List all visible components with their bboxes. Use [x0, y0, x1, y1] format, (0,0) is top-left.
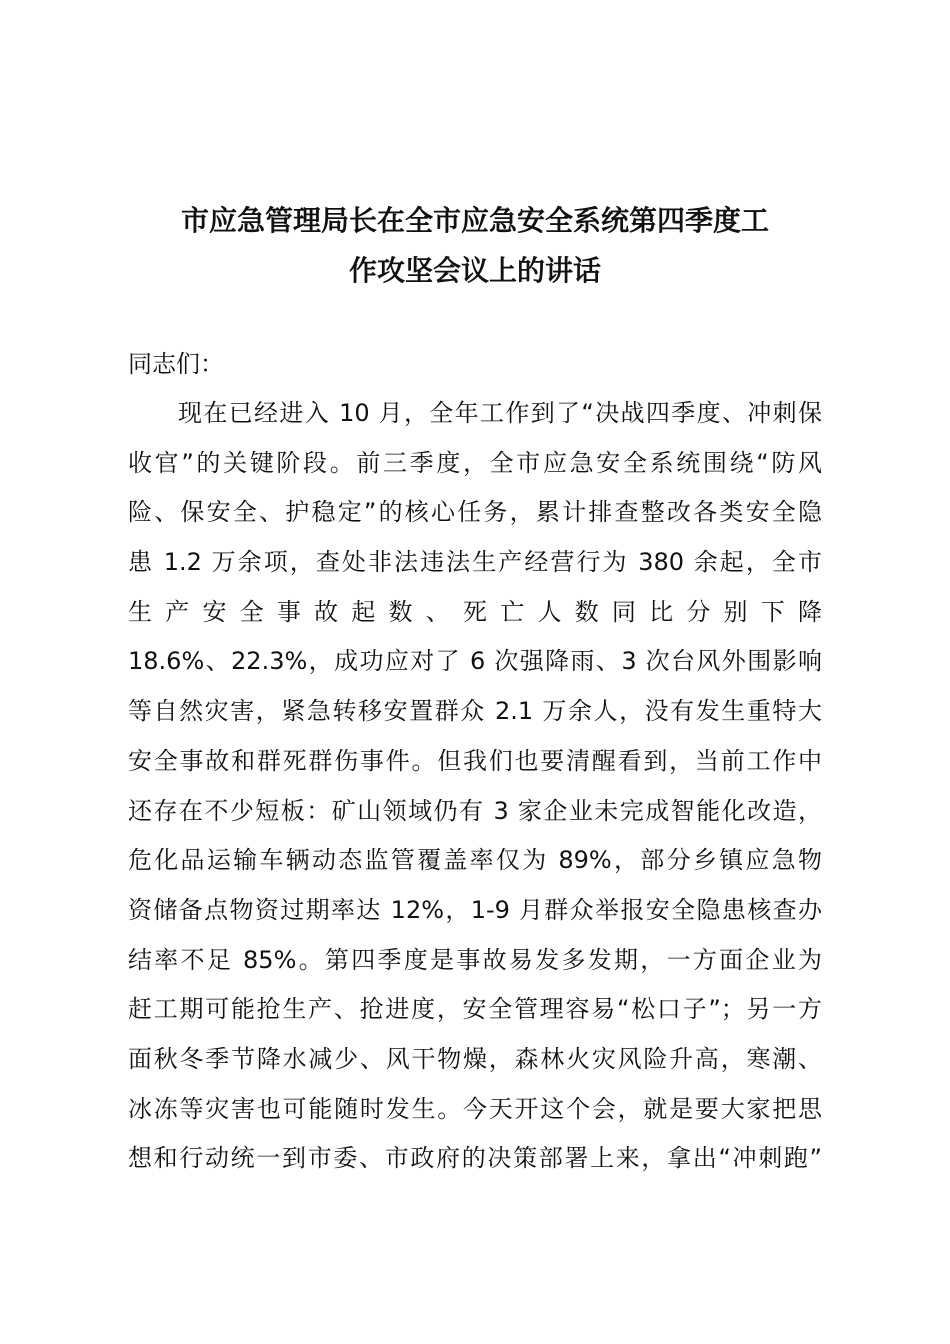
- title-line: 市应急管理局长在全市应急安全系统第四季度工: [180, 204, 769, 237]
- paragraph-line: 想和行动统一到市委、市政府的决策部署上来，拿出“冲刺跑”: [128, 1144, 822, 1173]
- paragraph-line: 赶工期可能抢生产、抢进度，安全管理容易“松口子”；另一方: [128, 995, 822, 1024]
- paragraph-line: 收官”的关键阶段。前三季度，全市应急安全系统围绕“防风: [128, 448, 822, 477]
- paragraph-line: 还存在不少短板：矿山领域仍有 3 家企业未完成智能化改造，: [128, 796, 822, 825]
- salutation: 同志们：: [128, 350, 224, 378]
- paragraph-line: 现在已经进入 10 月，全年工作到了“决战四季度、冲刺保: [178, 399, 822, 427]
- paragraph-line: 安全事故和群死群伤事件。但我们也要清醒看到，当前工作中: [128, 746, 822, 775]
- paragraph-line: 18.6%、22.3%，成功应对了 6 次强降雨、3 次台风外围影响: [128, 647, 822, 676]
- paragraph-line: 生产安全事故起数、死亡人数同比分别下降: [128, 597, 822, 626]
- paragraph-line: 险、保安全、护稳定”的核心任务，累计排查整改各类安全隐: [128, 498, 822, 527]
- body-paragraph: [128, 393, 822, 1188]
- title-line: 作攻坚会议上的讲话: [348, 254, 601, 287]
- paragraph-line: 结率不足 85%。第四季度是事故易发多发期，一方面企业为: [128, 945, 822, 974]
- paragraph-line: 资储备点物资过期率达 12%，1-9 月群众举报安全隐患核查办: [128, 895, 822, 924]
- paragraph-line: 危化品运输车辆动态监管覆盖率仅为 89%，部分乡镇应急物: [128, 846, 822, 875]
- document-title: [100, 196, 850, 296]
- paragraph-line: 等自然灾害，紧急转移安置群众 2.1 万余人，没有发生重特大: [128, 697, 822, 726]
- paragraph-line: 面秋冬季节降水减少、风干物燥，森林火灾风险升高，寒潮、: [128, 1044, 822, 1073]
- paragraph-line: 患 1.2 万余项，查处非法违法生产经营行为 380 余起，全市: [128, 548, 822, 577]
- paragraph-line: 冰冻等灾害也可能随时发生。今天开这个会，就是要大家把思: [128, 1094, 822, 1123]
